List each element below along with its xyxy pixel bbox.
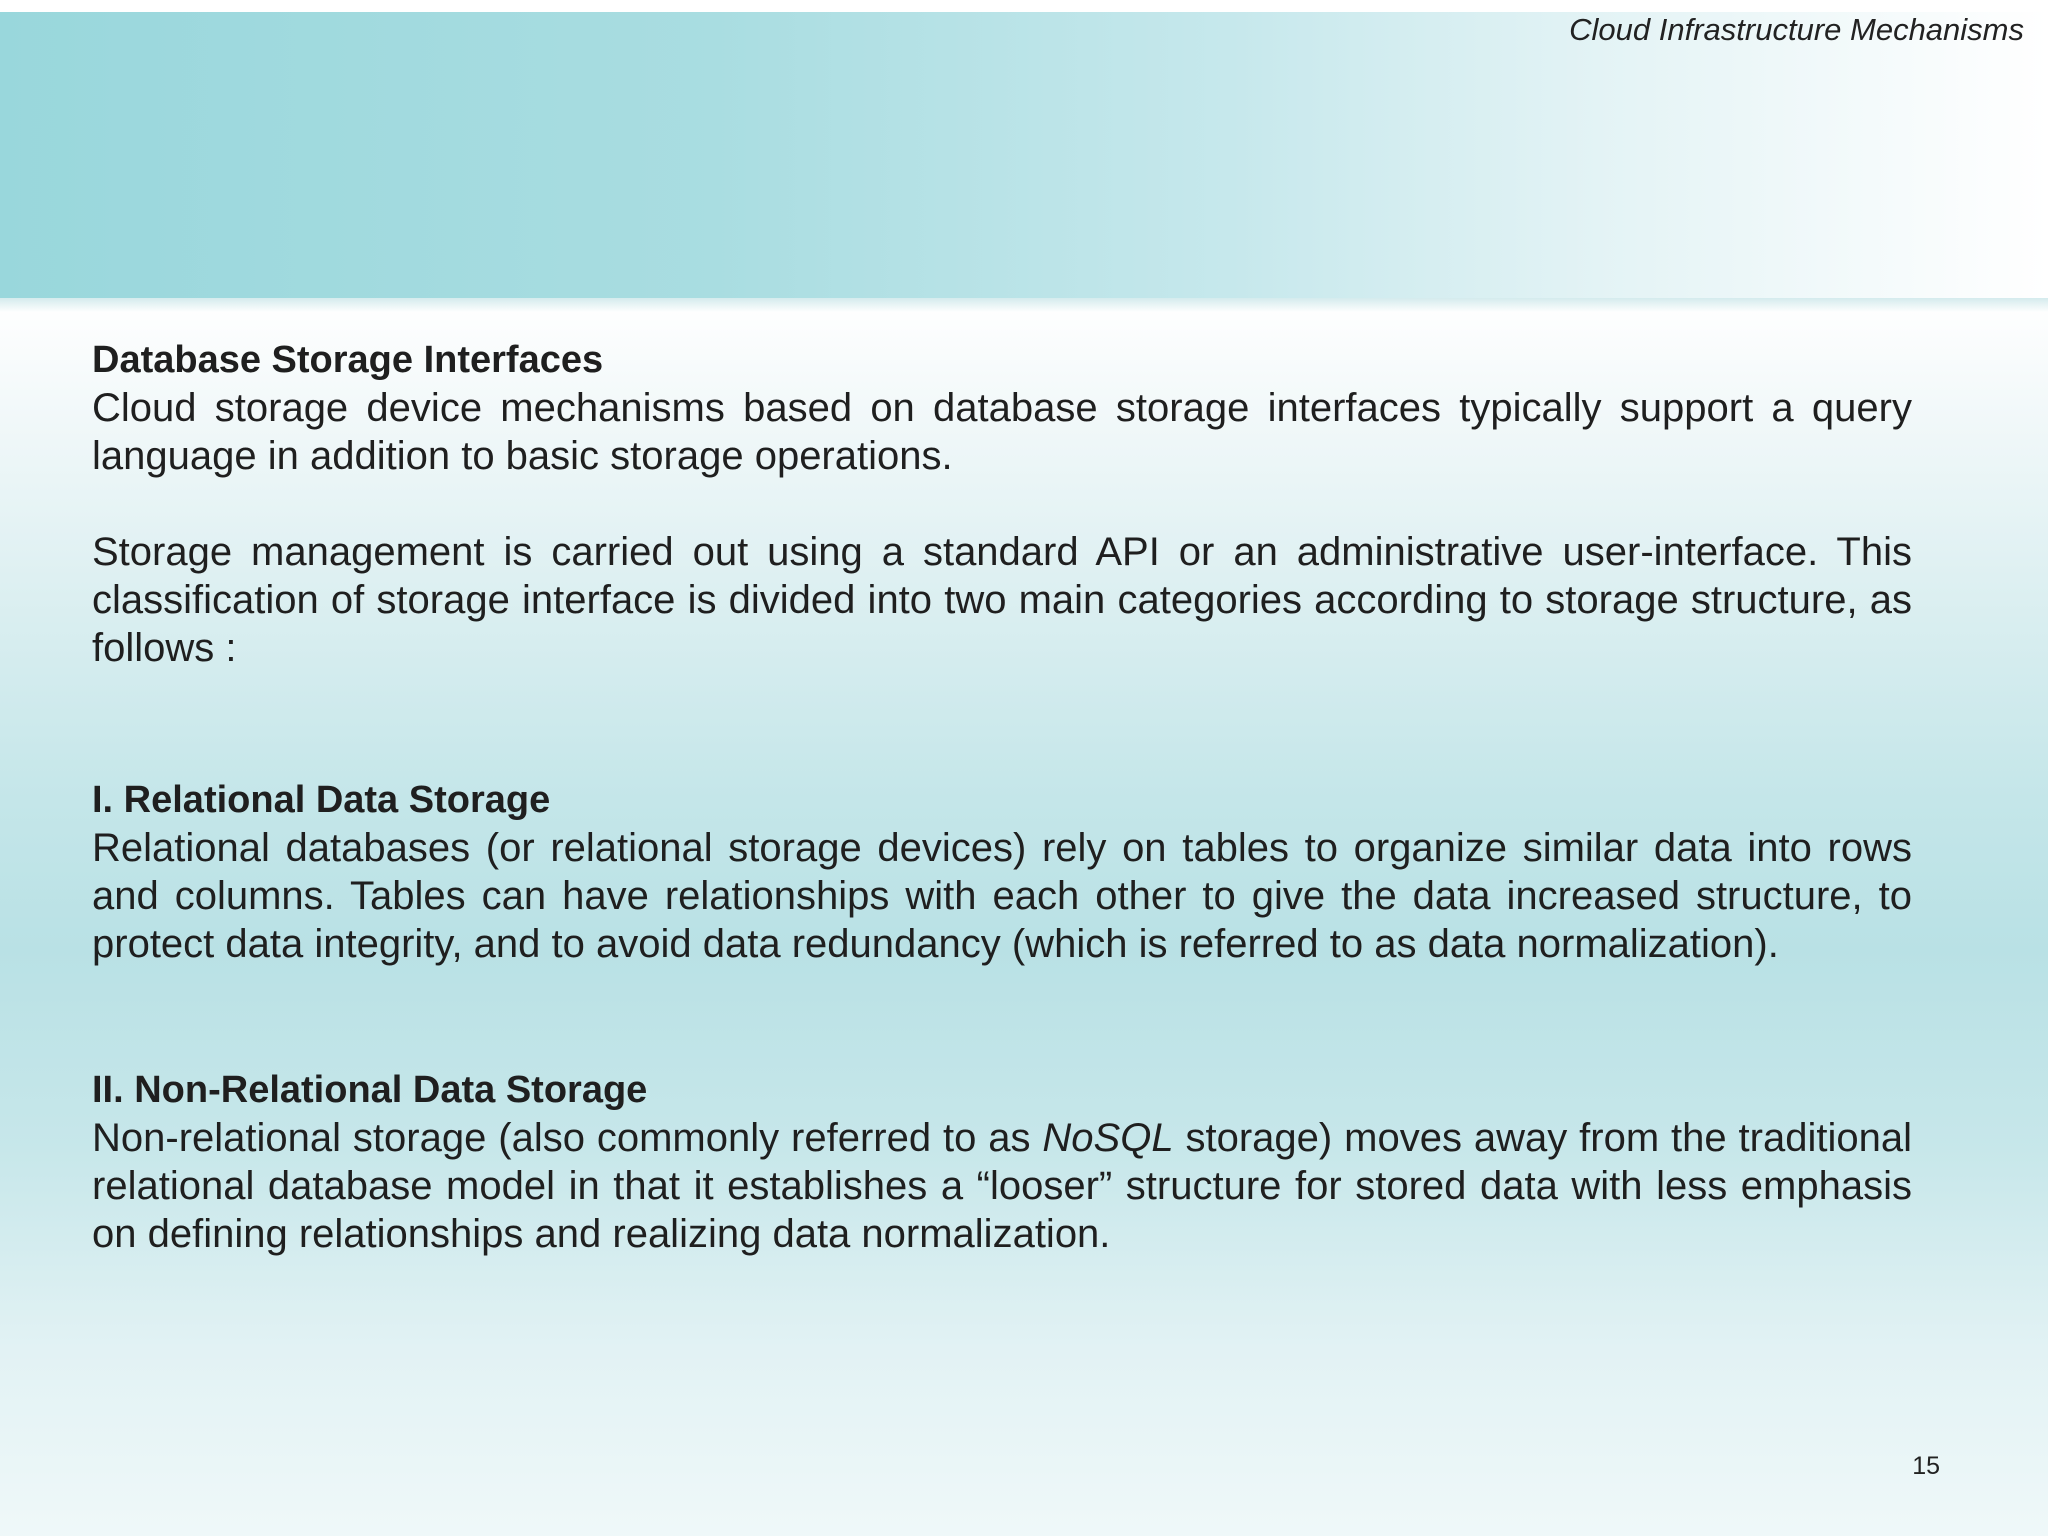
paragraph-intro: Cloud storage device mechanisms based on database storage interfaces typically support a query language in addition to basic storage operations. [92, 386, 1912, 478]
paragraph-non-relational [92, 1114, 1912, 1258]
nosql-emphasis: NoSQL [1042, 1116, 1174, 1160]
section-heading-database-storage: Database Storage Interfaces [92, 339, 604, 381]
paragraph-storage-management: Storage management is carried out using a standard API or an administrative user-interface. This classification of storage interface is divided into two main categories according to storage structure, as follows : [92, 530, 1912, 670]
header-band [0, 12, 2048, 298]
header-title: Cloud Infrastructure Mechanisms [1569, 12, 2024, 47]
paragraph-non-relational-start: Non-relational storage (also commonly referred to as [92, 1116, 1043, 1160]
section-heading-non-relational: II. Non-Relational Data Storage [92, 1069, 648, 1111]
paragraph-non-relational-end: storage) moves away from the traditional relational database model in that it establishes a “looser” structure for stored data with less emphasis on defining relationships and realizing data normalization. [92, 1116, 1912, 1256]
paragraph-relational: Relational databases (or relational storage devices) rely on tables to organize similar data into rows and columns. Tables can have relationships with each other to give the data increased structure, to protect data integrity, and to avoid data redundancy (which is referred to as data normalization). [92, 826, 1912, 966]
slide-content [92, 336, 1912, 1258]
page-number: 15 [1912, 1452, 1940, 1480]
section-heading-relational: I. Relational Data Storage [92, 779, 551, 821]
